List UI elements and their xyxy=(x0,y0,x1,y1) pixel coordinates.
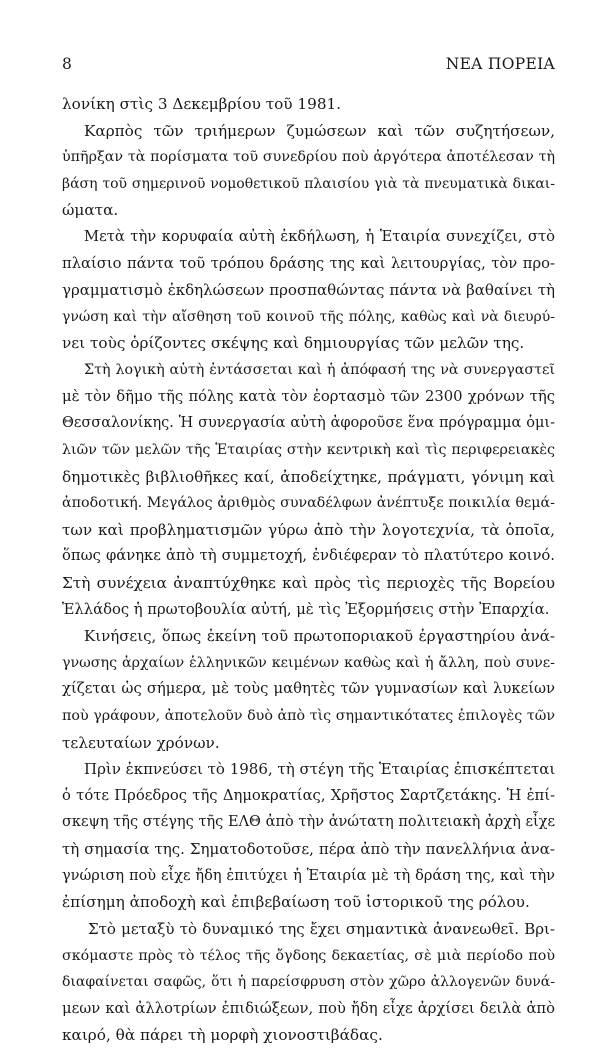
text-line: μὲ τὸν δῆμο τῆς πόλης κατὰ τὸν ἑορτασμὸ τῶν 2300 χρόνων τῆς xyxy=(62,387,555,405)
text-line: σκόμαστε πρὸς τὸ τέλος τῆς ὄγδοης δεκαετίας, σὲ μιὰ περίοδο ποὺ xyxy=(62,947,555,964)
text-line: ἀποδοτική. Μεγάλος ἀριθμὸς συναδέλφων ἀνέπτυξε ποικιλία θεμά- xyxy=(62,495,555,512)
text-line: Καρπὸς τῶν τριήμερων ζυμώσεων καὶ τῶν συζητήσεων, xyxy=(84,121,555,140)
text-line: καιρό, θὰ πάρει τὴ μορφὴ χιονοστιβάδας. xyxy=(62,1026,383,1045)
text-line: γνώση καὶ τὴν αἴσθηση τοῦ κοινοῦ τῆς πόλης, καθὼς καὶ νὰ διευρύ- xyxy=(62,308,555,325)
text-line: ὁ τότε Πρόεδρος τῆς Δημοκρατίας, Χρῆστος Σαρτζετάκης. Ἡ ἐπί- xyxy=(62,786,555,804)
text-line: Μετὰ τὴν κορυφαία αὐτὴ ἐκδήλωση, ἡ Ἑταιρία συνεχίζει, στὸ xyxy=(84,228,555,246)
text-line: Στὴ λογικὴ αὐτὴ ἐντάσσεται καὶ ἡ ἀπόφασή της νὰ συνεργαστεῖ xyxy=(84,362,555,379)
text-line: γνώριση ποὺ εἶχε ἤδη ἐπιτύχει ἡ Ἑταιρία μὲ τὴ δράση της, καὶ τὴν xyxy=(62,867,555,884)
text-line: Κινήσεις, ὅπως ἐκείνη τοῦ πρωτοποριακοῦ ἐργαστηρίου ἀνά- xyxy=(84,627,555,646)
text-line: νει τοὺς ὁρίζοντες σκέψης καὶ δημιουργίας τῶν μελῶν της. xyxy=(62,334,525,353)
text-line: ὑπῆρξαν τὰ πορίσματα τοῦ συνεδρίου ποὺ ἀργότερα ἀποτέλεσαν τὴ xyxy=(62,149,555,166)
text-line: τὴ σημασία της. Σηματοδοτοῦσε, πέρα ἀπὸ τὴν πανελλήνια ἀνα- xyxy=(62,840,555,859)
text-line: Ἑλλάδος ἡ πρωτοβουλία αὐτή, μὲ τὶς Ἐξορμήσεις στὴν Ἐπαρχία. xyxy=(62,600,550,618)
text-line: διαφαίνεται σαφῶς, ὅτι ἡ παρείσφρυση στὸν χῶρο ἀλλογενῶν δυνά- xyxy=(62,974,555,991)
text-line: τελευταίων χρόνων. xyxy=(62,733,220,752)
text-line: Θεσσαλονίκης. Ἡ συνεργασία αὐτὴ ἀφοροῦσε ἕνα πρόγραμμα ὁμι- xyxy=(62,415,555,432)
text-line: των καὶ προβληματισμῶν γύρω ἀπὸ τὴν λογοτεχνία, τὰ ὁποῖα, xyxy=(62,520,555,539)
text-line: γνωσης ἀρχαίων ἑλληνικῶν κειμένων καθὼς καὶ ἡ ἄλλη, ποὺ συνε- xyxy=(62,654,555,671)
body-text xyxy=(62,91,555,1049)
text-line: λονίκη στὶς 3 Δεκεμβρίου τοῦ 1981. xyxy=(62,95,342,113)
page-number: 8 xyxy=(62,55,72,73)
text-line: γραμματισμὸ ἐκδηλώσεων προσπαθώντας πάντα νὰ βαθαίνει τὴ xyxy=(62,281,555,300)
text-line: ώματα. xyxy=(62,201,119,220)
text-line: ὅπως φάνηκε ἀπὸ τὴ συμμετοχή, ἐνδιέφεραν τὸ πλατύτερο κοινό. xyxy=(62,547,555,565)
text-line: σκεψη τῆς στέγης τῆς ΕΛΘ ἀπὸ τὴν ἀνώτατη πολιτειακὴ ἀρχὴ εἶχε xyxy=(62,814,555,831)
text-line: ποὺ γράφουν, ἀποτελοῦν δυὸ ἀπὸ τὶς σημαντικότατες ἐπιλογὲς τῶν xyxy=(62,708,555,725)
text-line: δημοτικὲς βιβλιοθῆκες καί, ἀποδείχτηκε, πράγματι, γόνιμη καὶ xyxy=(62,467,555,486)
text-line: ἐπίσημη ἀποδοχὴ καὶ ἐπιβεβαίωση τοῦ ἱστορικοῦ της ρόλου. xyxy=(62,893,530,912)
running-title: ΝΕΑ ΠΟΡΕΙΑ xyxy=(445,55,555,73)
text-line: Στὸ μεταξὺ τὸ δυναμικό της ἔχει σημαντικὰ ἀνανεωθεῖ. Βρι- xyxy=(88,919,555,938)
text-line: μεων καὶ ἀλλοτρίων ἐπιδιώξεων, ποὺ ἤδη εἶχε ἀρχίσει δειλὰ ἀπὸ xyxy=(62,999,555,1017)
text-line: πλαίσιο πάντα τοῦ τρόπου δράσης της καὶ λειτουργίας, τὸν προ- xyxy=(62,254,555,272)
text-line: βάση τοῦ σημερινοῦ νομοθετικοῦ πλαισίου γιὰ τὰ πνευματικὰ δικαι- xyxy=(62,175,555,192)
text-line: Πρὶν ἐκπνεύσει τὸ 1986, τὴ στέγη τῆς Ἑταιρίας ἐπισκέπτεται xyxy=(84,760,556,779)
text-line: λιῶν τῶν μελῶν τῆς Ἑταιρίας στὴν κεντρικὴ καὶ τὶς περιφερειακὲς xyxy=(62,441,555,458)
text-line: χίζεται ὡς σήμερα, μὲ τοὺς μαθητὲς τῶν γυμνασίων καὶ λυκείων xyxy=(62,680,555,698)
text-line: Στὴ συνέχεια ἀναπτύχθηκε καὶ πρὸς τὶς περιοχὲς τῆς Βορείου xyxy=(62,573,555,592)
